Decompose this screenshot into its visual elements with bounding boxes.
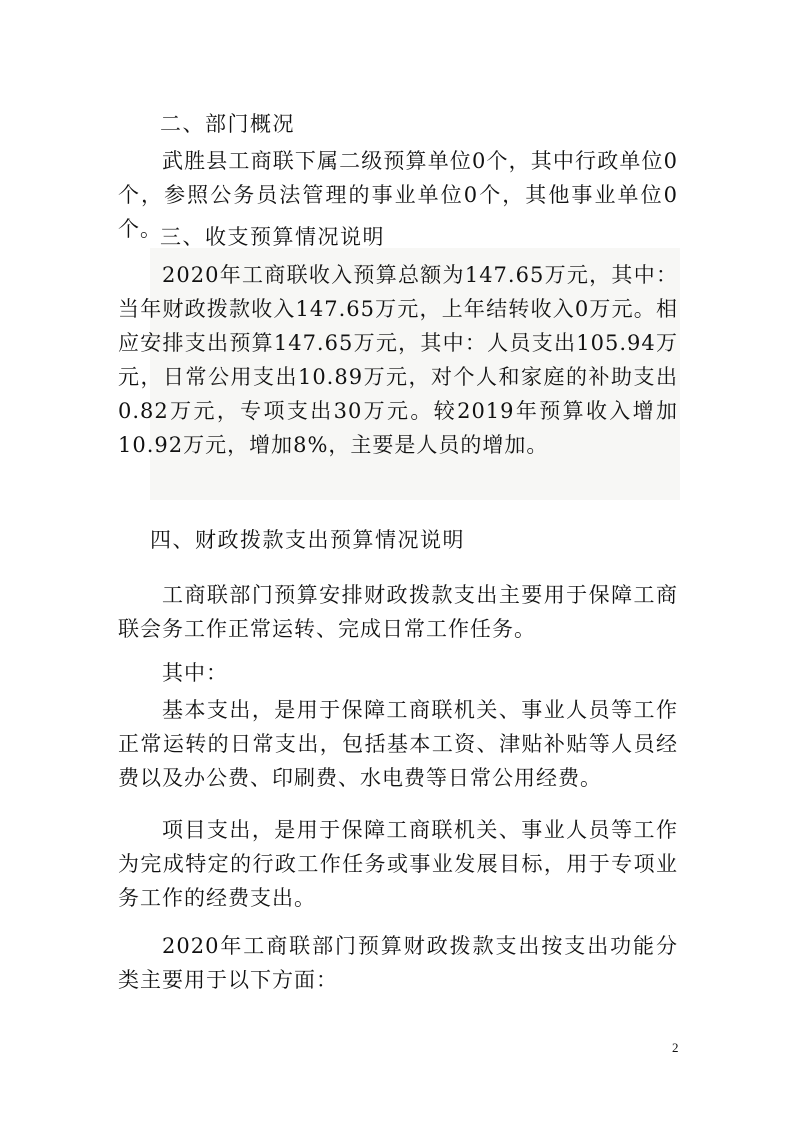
functional-classification-paragraph: 2020年工商联部门预算财政拨款支出按支出功能分类主要用于以下方面：	[118, 934, 678, 992]
basic-expenditure-paragraph: 基本支出，是用于保障工商联机关、事业人员等工作正常运转的日常支出，包括基本工资、津贴补贴等人员经费以及办公费、印刷费、水电费等日常公用经费。	[118, 698, 678, 790]
budget-overview-paragraph: 2020年工商联收入预算总额为147.65万元，其中：当年财政拨款收入147.65万元，上年结转收入0万元。相应安排支出预算147.65万元，其中：人员支出105.94万元，日常公用支出10.89万元，对个人和家庭的补助支出0.82万元，专项支出30万元。较2019年预算收入增加10.92万元，增加8%，主要是人员的增加。	[118, 263, 678, 457]
page-number: 2	[672, 1040, 679, 1055]
project-expenditure-paragraph: 项目支出，是用于保障工商联机关、事业人员等工作为完成特定的行政工作任务或事业发展目标，用于专项业务工作的经费支出。	[118, 818, 678, 910]
section-heading-budget-overview: 三、收支预算情况说明	[160, 225, 385, 249]
among-them-line: 其中：	[162, 661, 228, 685]
section-heading-dept-overview: 二、部门概况	[160, 112, 295, 136]
dept-overview-paragraph: 武胜县工商联下属二级预算单位0个，其中行政单位0个，参照公务员法管理的事业单位0个，其他事业单位0个。	[118, 149, 678, 241]
fiscal-intro-paragraph: 工商联部门预算安排财政拨款支出主要用于保障工商联会务工作正常运转、完成日常工作任务。	[118, 583, 678, 641]
section-heading-fiscal-appropriation: 四、财政拨款支出预算情况说明	[150, 528, 465, 552]
